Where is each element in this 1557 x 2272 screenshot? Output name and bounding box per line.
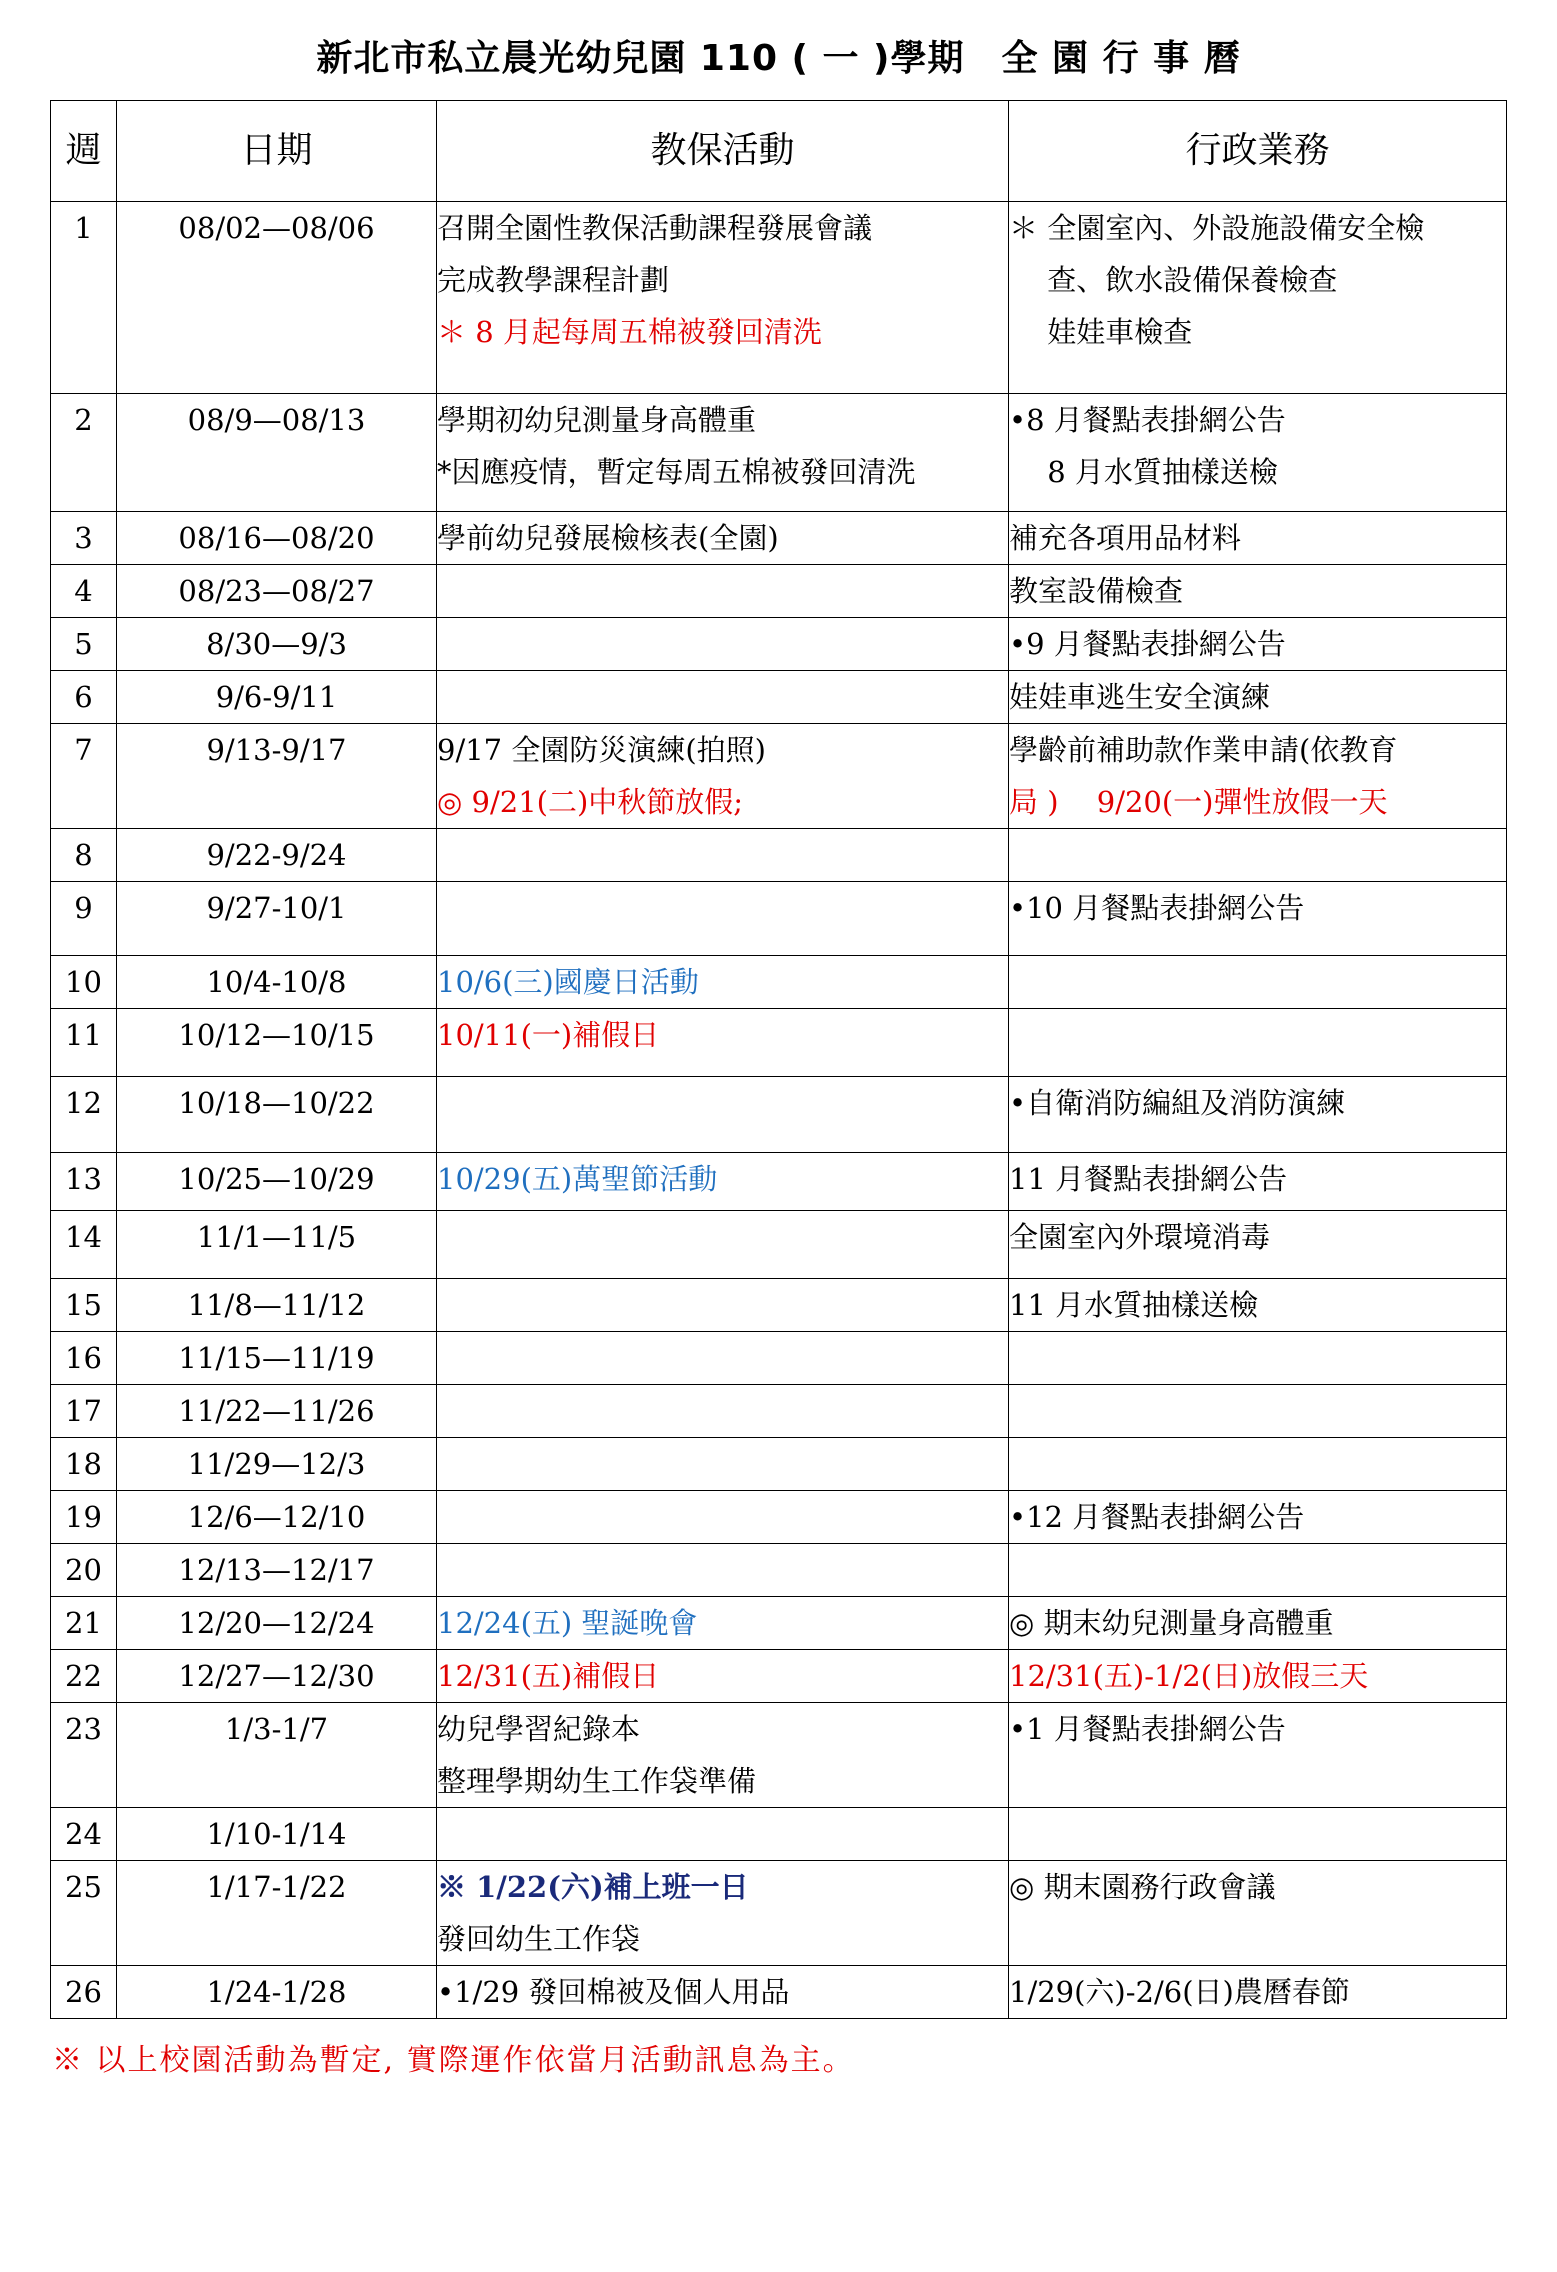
table-row xyxy=(51,1009,1507,1077)
week-number: 12 xyxy=(51,1077,117,1153)
week-number: 6 xyxy=(51,671,117,724)
admin-line: •1 月餐點表掛網公告 xyxy=(1009,1712,1286,1746)
admin-cell xyxy=(1009,1491,1507,1544)
activity-line: 幼兒學習紀錄本 xyxy=(437,1712,641,1746)
date-range: 9/22-9/24 xyxy=(117,829,437,882)
week-number: 25 xyxy=(51,1861,117,1966)
activity-line: 完成教學課程計劃 xyxy=(437,263,670,297)
activities-cell xyxy=(437,565,1009,618)
admin-cell xyxy=(1009,1332,1507,1385)
date-range: 12/27—12/30 xyxy=(117,1650,437,1703)
admin-cell xyxy=(1009,1385,1507,1438)
table-row xyxy=(51,1332,1507,1385)
activities-cell xyxy=(437,1808,1009,1861)
week-number: 5 xyxy=(51,618,117,671)
table-row xyxy=(51,671,1507,724)
date-range: 1/17-1/22 xyxy=(117,1861,437,1966)
admin-cell xyxy=(1009,829,1507,882)
week-number: 17 xyxy=(51,1385,117,1438)
week-number: 10 xyxy=(51,956,117,1009)
table-row xyxy=(51,1279,1507,1332)
table-row xyxy=(51,882,1507,956)
activities-cell xyxy=(437,618,1009,671)
calendar-body xyxy=(51,202,1507,2019)
table-row xyxy=(51,1703,1507,1808)
header-row xyxy=(51,101,1507,202)
week-number: 11 xyxy=(51,1009,117,1077)
table-row xyxy=(51,618,1507,671)
activity-line: •1/29 發回棉被及個人用品 xyxy=(437,1975,790,2009)
activities-cell xyxy=(437,1861,1009,1966)
date-range: 11/8—11/12 xyxy=(117,1279,437,1332)
admin-cell xyxy=(1009,882,1507,956)
activity-line: 學前幼兒發展檢核表(全園) xyxy=(437,521,779,555)
week-number: 8 xyxy=(51,829,117,882)
date-range: 08/23—08/27 xyxy=(117,565,437,618)
week-number: 1 xyxy=(51,202,117,394)
date-range: 08/02—08/06 xyxy=(117,202,437,394)
activities-cell xyxy=(437,202,1009,394)
activity-line: ◎ 9/21(二)中秋節放假; xyxy=(437,785,744,819)
activity-line: ＊ 8 月起每周五棉被發回清洗 xyxy=(437,315,822,349)
activities-cell xyxy=(437,724,1009,829)
activities-cell xyxy=(437,1703,1009,1808)
table-row xyxy=(51,1861,1507,1966)
admin-cell xyxy=(1009,671,1507,724)
admin-cell xyxy=(1009,1703,1507,1808)
date-range: 8/30—9/3 xyxy=(117,618,437,671)
activities-cell xyxy=(437,394,1009,512)
date-range: 11/15—11/19 xyxy=(117,1332,437,1385)
admin-cell xyxy=(1009,1009,1507,1077)
admin-line: 娃娃車檢查 xyxy=(1009,315,1193,349)
activity-line: 10/6(三)國慶日活動 xyxy=(437,965,699,999)
admin-line: ◎ 期末幼兒測量身高體重 xyxy=(1009,1606,1334,1640)
admin-cell xyxy=(1009,1808,1507,1861)
admin-line: 全園室內外環境消毒 xyxy=(1009,1220,1271,1254)
table-row xyxy=(51,202,1507,394)
admin-line: •12 月餐點表掛網公告 xyxy=(1009,1500,1305,1534)
activity-line: 10/29(五)萬聖節活動 xyxy=(437,1162,718,1196)
admin-cell xyxy=(1009,618,1507,671)
week-number: 24 xyxy=(51,1808,117,1861)
admin-line: ◎ 期末園務行政會議 xyxy=(1009,1870,1276,1904)
activity-line: 學期初幼兒測量身高體重 xyxy=(437,403,757,437)
table-row xyxy=(51,1597,1507,1650)
activities-cell xyxy=(437,512,1009,565)
admin-line: 娃娃車逃生安全演練 xyxy=(1009,680,1271,714)
date-range: 08/16—08/20 xyxy=(117,512,437,565)
date-range: 1/10-1/14 xyxy=(117,1808,437,1861)
activities-cell xyxy=(437,1153,1009,1211)
activities-cell xyxy=(437,1332,1009,1385)
date-range: 11/1—11/5 xyxy=(117,1211,437,1279)
header-date: 日期 xyxy=(117,101,437,202)
date-range: 10/25—10/29 xyxy=(117,1153,437,1211)
admin-cell xyxy=(1009,1966,1507,2019)
footnote: ※ 以上校園活動為暫定, 實際運作依當月活動訊息為主。 xyxy=(52,2043,855,2078)
activities-cell xyxy=(437,1650,1009,1703)
date-range: 11/29—12/3 xyxy=(117,1438,437,1491)
calendar-table xyxy=(50,100,1507,2019)
admin-cell xyxy=(1009,1438,1507,1491)
admin-line: 學齡前補助款作業申請(依教育 xyxy=(1009,733,1398,767)
week-number: 3 xyxy=(51,512,117,565)
date-range: 1/24-1/28 xyxy=(117,1966,437,2019)
admin-line: •9 月餐點表掛網公告 xyxy=(1009,627,1286,661)
activities-cell xyxy=(437,829,1009,882)
week-number: 14 xyxy=(51,1211,117,1279)
week-number: 23 xyxy=(51,1703,117,1808)
admin-line: •8 月餐點表掛網公告 xyxy=(1009,403,1286,437)
week-number: 22 xyxy=(51,1650,117,1703)
admin-line: •10 月餐點表掛網公告 xyxy=(1009,891,1305,925)
table-row xyxy=(51,1650,1507,1703)
admin-line: 11 月餐點表掛網公告 xyxy=(1009,1162,1288,1196)
header-activities: 教保活動 xyxy=(437,101,1009,202)
date-range: 10/12—10/15 xyxy=(117,1009,437,1077)
activity-line: 整理學期幼生工作袋準備 xyxy=(437,1764,757,1798)
week-number: 19 xyxy=(51,1491,117,1544)
admin-cell xyxy=(1009,1861,1507,1966)
admin-cell xyxy=(1009,1211,1507,1279)
admin-cell xyxy=(1009,1077,1507,1153)
activities-cell xyxy=(437,1597,1009,1650)
table-row xyxy=(51,1153,1507,1211)
date-range: 10/4-10/8 xyxy=(117,956,437,1009)
week-number: 20 xyxy=(51,1544,117,1597)
table-row xyxy=(51,1077,1507,1153)
admin-cell xyxy=(1009,1650,1507,1703)
activities-cell xyxy=(437,1077,1009,1153)
table-row xyxy=(51,1438,1507,1491)
date-range: 1/3-1/7 xyxy=(117,1703,437,1808)
activities-cell xyxy=(437,956,1009,1009)
date-range: 08/9—08/13 xyxy=(117,394,437,512)
date-range: 9/6-9/11 xyxy=(117,671,437,724)
admin-line: 教室設備檢查 xyxy=(1009,574,1184,608)
date-range: 12/13—12/17 xyxy=(117,1544,437,1597)
admin-cell xyxy=(1009,1597,1507,1650)
table-row xyxy=(51,1808,1507,1861)
activity-line: 12/31(五)補假日 xyxy=(437,1659,660,1693)
week-number: 16 xyxy=(51,1332,117,1385)
date-range: 9/27-10/1 xyxy=(117,882,437,956)
table-row xyxy=(51,724,1507,829)
activities-cell xyxy=(437,1211,1009,1279)
header-admin: 行政業務 xyxy=(1009,101,1507,202)
week-number: 21 xyxy=(51,1597,117,1650)
table-row xyxy=(51,956,1507,1009)
activities-cell xyxy=(437,1438,1009,1491)
admin-line: 局 ) 9/20(一)彈性放假一天 xyxy=(1009,785,1388,819)
table-row xyxy=(51,829,1507,882)
activity-line: 10/11(一)補假日 xyxy=(437,1018,660,1052)
admin-line: •自衛消防編組及消防演練 xyxy=(1009,1086,1346,1120)
admin-cell xyxy=(1009,202,1507,394)
activity-line: 發回幼生工作袋 xyxy=(437,1922,641,1956)
activities-cell xyxy=(437,1544,1009,1597)
table-row xyxy=(51,512,1507,565)
date-range: 12/20—12/24 xyxy=(117,1597,437,1650)
date-range: 11/22—11/26 xyxy=(117,1385,437,1438)
activities-cell xyxy=(437,1009,1009,1077)
table-row xyxy=(51,1385,1507,1438)
admin-cell xyxy=(1009,1153,1507,1211)
activity-line: *因應疫情，暫定每周五棉被發回清洗 xyxy=(437,455,916,489)
week-number: 13 xyxy=(51,1153,117,1211)
admin-line: ＊ 全園室內、外設施設備安全檢 xyxy=(1009,211,1425,245)
date-range: 10/18—10/22 xyxy=(117,1077,437,1153)
activities-cell xyxy=(437,1491,1009,1544)
header-week: 週 xyxy=(51,101,117,202)
admin-cell xyxy=(1009,1544,1507,1597)
activity-line: 12/24(五) 聖誕晚會 xyxy=(437,1606,698,1640)
date-range: 12/6—12/10 xyxy=(117,1491,437,1544)
admin-line: 12/31(五)-1/2(日)放假三天 xyxy=(1009,1659,1369,1693)
activities-cell xyxy=(437,671,1009,724)
week-number: 4 xyxy=(51,565,117,618)
table-row xyxy=(51,1544,1507,1597)
admin-cell xyxy=(1009,724,1507,829)
week-number: 7 xyxy=(51,724,117,829)
page-title: 新北市私立晨光幼兒園 110 ( 一 )學期 全 園 行 事 曆 xyxy=(316,38,1241,79)
admin-cell xyxy=(1009,565,1507,618)
activity-line: 9/17 全園防災演練(拍照) xyxy=(437,733,766,767)
week-number: 9 xyxy=(51,882,117,956)
activities-cell xyxy=(437,1385,1009,1438)
admin-line: 11 月水質抽樣送檢 xyxy=(1009,1288,1259,1322)
week-number: 18 xyxy=(51,1438,117,1491)
activity-line: 召開全園性教保活動課程發展會議 xyxy=(437,211,873,245)
week-number: 15 xyxy=(51,1279,117,1332)
table-row xyxy=(51,1966,1507,2019)
admin-cell xyxy=(1009,1279,1507,1332)
admin-line: 8 月水質抽樣送檢 xyxy=(1009,455,1278,489)
admin-line: 查、飲水設備保養檢查 xyxy=(1009,263,1338,297)
admin-cell xyxy=(1009,956,1507,1009)
admin-cell xyxy=(1009,512,1507,565)
admin-line: 1/29(六)-2/6(日)農曆春節 xyxy=(1009,1975,1350,2009)
table-row xyxy=(51,394,1507,512)
table-row xyxy=(51,565,1507,618)
activities-cell xyxy=(437,1279,1009,1332)
date-range: 9/13-9/17 xyxy=(117,724,437,829)
table-row xyxy=(51,1211,1507,1279)
activities-cell xyxy=(437,882,1009,956)
activity-line: ※ 1/22(六)補上班一日 xyxy=(437,1870,749,1904)
activities-cell xyxy=(437,1966,1009,2019)
admin-cell xyxy=(1009,394,1507,512)
admin-line: 補充各項用品材料 xyxy=(1009,521,1242,555)
week-number: 26 xyxy=(51,1966,117,2019)
table-row xyxy=(51,1491,1507,1544)
week-number: 2 xyxy=(51,394,117,512)
